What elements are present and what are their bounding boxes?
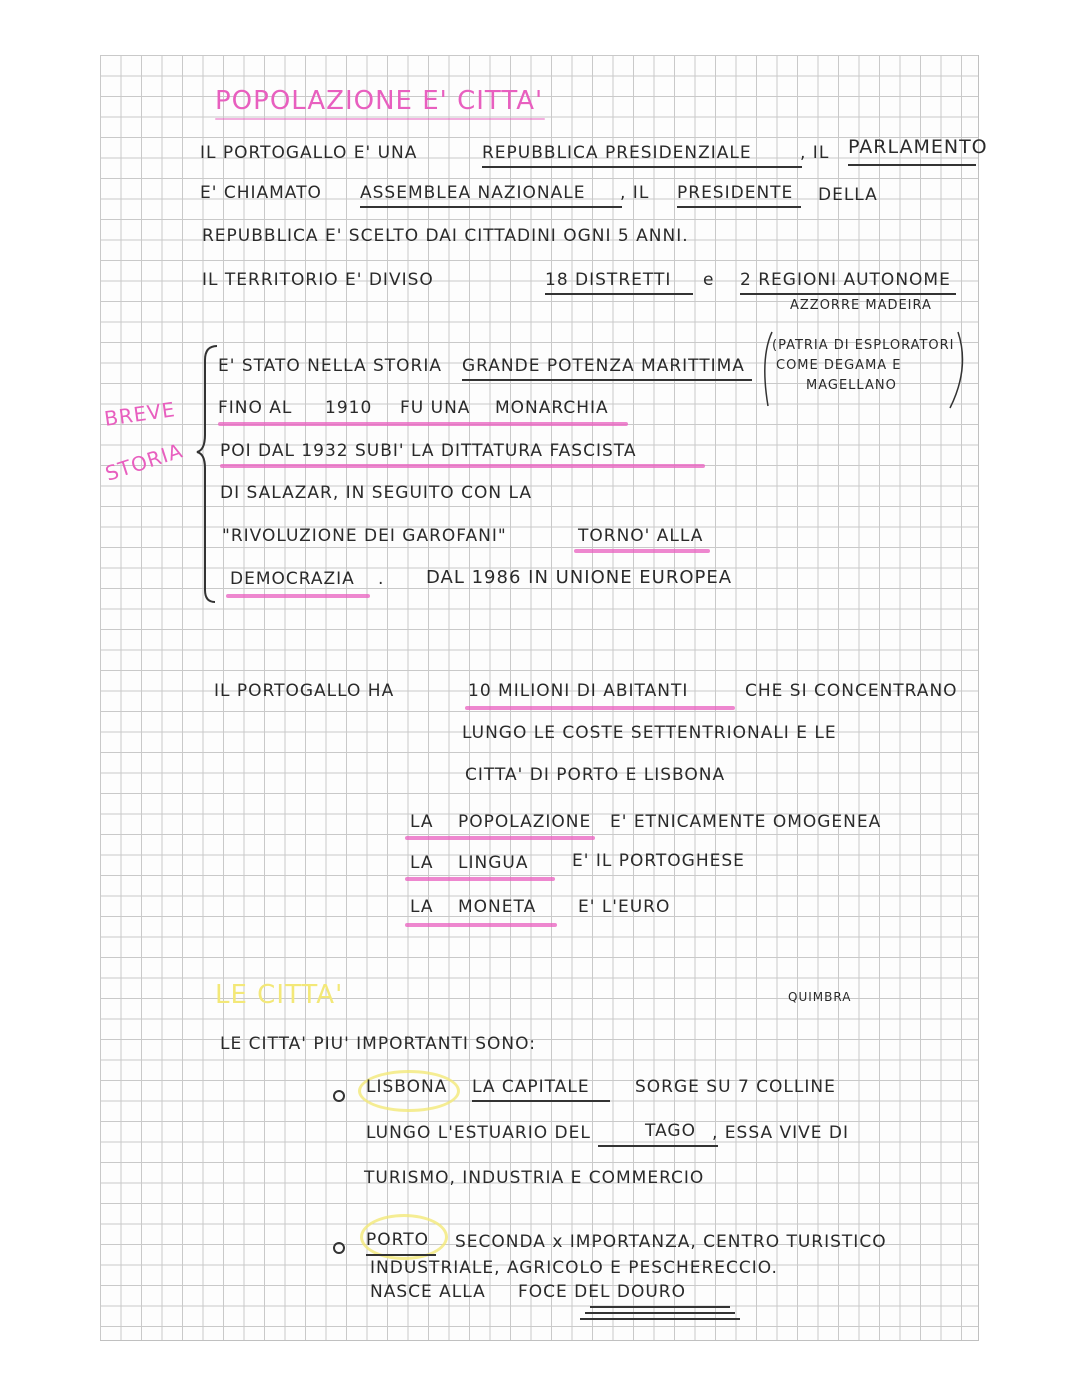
history-line-6a: DEMOCRAZIA [230, 569, 355, 589]
population-highlight-population [405, 836, 595, 840]
intro-underline-regions [740, 293, 956, 295]
intro-underline-districts [545, 293, 693, 295]
history-margin-label-2: STORIA [102, 438, 186, 486]
intro-line-4b: 18 DISTRETTI [545, 270, 672, 290]
history-note-1: (PATRIA DI ESPLORATORI [772, 338, 955, 353]
history-line-2a: FINO AL [218, 398, 293, 418]
porto-bullet [333, 1242, 345, 1254]
population-line-3: CITTA' DI PORTO E LISBONA [465, 765, 726, 785]
cities-heading: LE CITTA' [215, 980, 344, 1010]
population-highlight-currency [405, 923, 557, 927]
population-line-1a: IL PORTOGALLO HA [214, 681, 395, 701]
intro-line-2e: DELLA [818, 185, 878, 205]
title-underline [215, 118, 545, 120]
history-note-2: COME DEGAMA E [776, 358, 902, 373]
porto-underline-name [366, 1254, 436, 1256]
lisbon-bullet [333, 1090, 345, 1102]
history-line-5a: "RIVOLUZIONE DEI GAROFANI" [222, 526, 507, 546]
intro-line-2a: E' CHIAMATO [200, 183, 322, 203]
intro-line-3: REPUBBLICA E' SCELTO DAI CITTADINI OGNI 5 ANNI. [202, 226, 689, 246]
history-underline-power [462, 379, 752, 381]
porto-line-1b: SECONDA x IMPORTANZA, CENTRO TURISTICO [455, 1232, 887, 1252]
population-line-6a: LA [410, 897, 434, 917]
history-highlight-revolution [574, 549, 710, 553]
history-line-1a: E' STATO NELLA STORIA [218, 356, 442, 376]
population-line-5a: LA [410, 853, 434, 873]
history-line-2c: FU UNA [400, 398, 471, 418]
lisbon-line-1c: SORGE SU 7 COLLINE [635, 1077, 836, 1097]
intro-line-2c: , IL [620, 183, 650, 203]
lisbon-underline-capital [472, 1100, 610, 1102]
history-line-2b: 1910 [325, 398, 373, 418]
history-line-2d: MONARCHIA [495, 398, 609, 418]
intro-line-1c: , IL [800, 143, 830, 163]
cities-intro: LE CITTA' PIU' IMPORTANTI SONO: [220, 1034, 536, 1054]
intro-underline-president [677, 206, 801, 208]
intro-underline-assembly [360, 206, 622, 208]
intro-line-4a: IL TERRITORIO E' DIVISO [202, 270, 434, 290]
porto-line-1a: PORTO [366, 1230, 429, 1250]
history-line-6b: . [378, 569, 385, 589]
history-highlight-monarchy [218, 422, 628, 426]
intro-regions-note: AZZORRE MADEIRA [790, 298, 932, 313]
lisbon-line-1b: LA CAPITALE [472, 1077, 590, 1097]
population-line-4b: POPOLAZIONE [458, 812, 592, 832]
population-highlight-language [405, 877, 555, 881]
lisbon-line-2c: , ESSA VIVE DI [712, 1123, 850, 1143]
history-brace [195, 340, 225, 605]
lisbon-underline-tagus [598, 1145, 718, 1147]
intro-line-2d: PRESIDENTE [677, 183, 794, 203]
population-line-1b: 10 MILIONI DI ABITANTI [468, 681, 689, 701]
lisbon-line-3: TURISMO, INDUSTRIA E COMMERCIO [364, 1168, 705, 1188]
porto-underline-douro-3 [580, 1318, 740, 1320]
history-line-5b: TORNO' ALLA [578, 526, 704, 546]
lisbon-line-2b: TAGO [645, 1121, 696, 1141]
porto-line-3b: FOCE DEL DOURO [518, 1282, 686, 1302]
population-line-5b: LINGUA [458, 853, 529, 873]
intro-line-1b: REPUBBLICA PRESIDENZIALE [482, 143, 752, 163]
porto-underline-douro-1 [590, 1306, 730, 1308]
population-highlight-inhabitants [465, 706, 735, 710]
intro-underline-republic [482, 166, 802, 168]
porto-line-3a: NASCE ALLA [370, 1282, 486, 1302]
intro-line-4d: 2 REGIONI AUTONOME [740, 270, 951, 290]
population-line-4c: E' ETNICAMENTE OMOGENEA [610, 812, 882, 832]
population-line-5c: E' IL PORTOGHESE [572, 851, 745, 871]
intro-line-1a: IL PORTOGALLO E' UNA [200, 143, 418, 163]
lisbon-line-2a: LUNGO L'ESTUARIO DEL [366, 1123, 591, 1143]
cities-side-note: QUIMBRA [788, 990, 852, 1004]
intro-line-1d: PARLAMENTO [848, 136, 988, 158]
population-line-1c: CHE SI CONCENTRANO [745, 681, 958, 701]
intro-line-2b: ASSEMBLEA NAZIONALE [360, 183, 586, 203]
lisbon-line-1a: LISBONA [366, 1077, 448, 1097]
porto-underline-douro-2 [585, 1312, 735, 1314]
population-line-2: LUNGO LE COSTE SETTENTRIONALI E LE [462, 723, 837, 743]
history-note-3: MAGELLANO [806, 378, 897, 393]
history-line-4: DI SALAZAR, IN SEGUITO CON LA [220, 483, 532, 503]
history-line-1b: GRANDE POTENZA MARITTIMA [462, 356, 745, 376]
history-line-6c: DAL 1986 IN UNIONE EUROPEA [426, 567, 733, 588]
history-margin-label-1: BREVE [102, 397, 177, 431]
population-line-6c: E' L'EURO [578, 897, 671, 917]
intro-underline-parliament [848, 164, 976, 166]
porto-line-2: INDUSTRIALE, AGRICOLO E PESCHERECCIO. [370, 1258, 778, 1278]
population-line-4a: LA [410, 812, 434, 832]
history-highlight-dictatorship [220, 464, 705, 468]
history-highlight-democracy [226, 594, 370, 598]
intro-line-4c: e [703, 270, 715, 290]
history-line-3: POI DAL 1932 SUBI' LA DITTATURA FASCISTA [220, 441, 637, 461]
population-line-6b: MONETA [458, 897, 537, 917]
page-title: POPOLAZIONE E' CITTA' [215, 86, 544, 116]
